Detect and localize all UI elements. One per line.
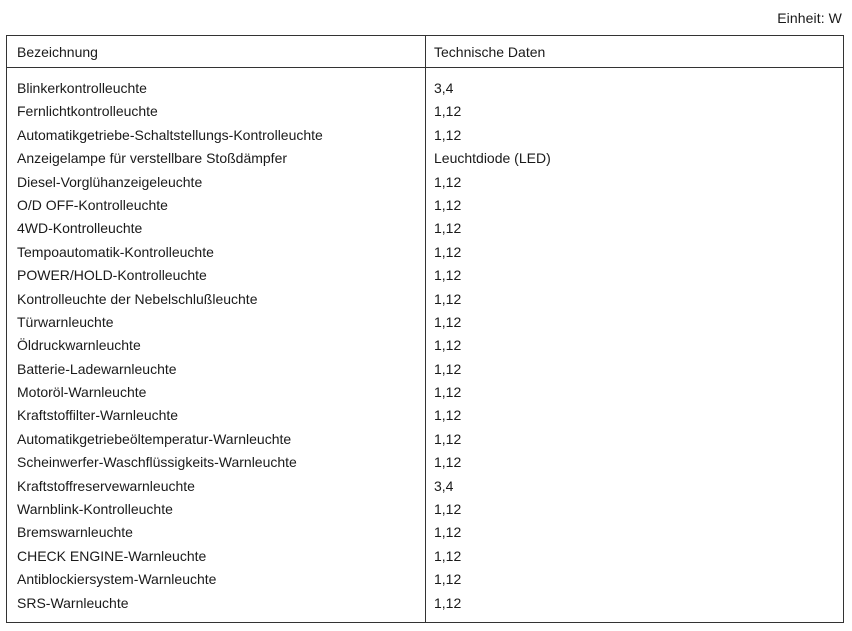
row-designation: CHECK ENGINE-Warnleuchte [17,547,207,564]
row-spec-value: 1,12 [434,430,462,447]
row-designation: Antiblockiersystem-Warnleuchte [17,571,217,588]
row-spec-value: 1,12 [434,360,462,377]
row-designation: 4WD-Kontrolleuchte [17,220,143,237]
table-row [7,567,843,590]
row-spec-value: 1,12 [434,407,462,424]
row-designation: Kraftstoffreservewarnleuchte [17,477,195,494]
row-designation: Fernlichtkontrolleuchte [17,103,158,120]
row-spec-value: 1,12 [434,220,462,237]
table-row [7,403,843,426]
header-specs: Technische Daten [434,44,546,60]
table-row [7,216,843,239]
table-row [7,357,843,380]
row-spec-value: 1,12 [434,103,462,120]
row-designation: Tempoautomatik-Kontrolleuchte [17,243,214,260]
row-designation: Anzeigelampe für verstellbare Stoßdämpfer [17,150,288,167]
table-row [7,333,843,356]
table-row [7,380,843,403]
table-row [7,99,843,122]
row-designation: Öldruckwarnleuchte [17,337,141,354]
table-row [7,170,843,193]
row-designation: Blinkerkontrolleuchte [17,80,147,96]
table-row [7,591,843,614]
spec-table [6,35,844,623]
row-designation: Scheinwerfer-Waschflüssigkeits-Warnleuchte [17,454,297,471]
row-designation: SRS-Warnleuchte [17,594,129,611]
row-spec-value: 3,4 [434,80,454,96]
row-spec-value: 1,12 [434,594,462,611]
table-row [7,544,843,567]
table-row [7,497,843,520]
row-spec-value: 1,12 [434,454,462,471]
row-spec-value: 1,12 [434,313,462,330]
table-row [7,427,843,450]
table-row [7,287,843,310]
row-designation: POWER/HOLD-Kontrolleuchte [17,267,207,284]
table-row [7,520,843,543]
header-designation: Bezeichnung [17,44,98,60]
row-designation: Automatikgetriebe-Schaltstellungs-Kontrolleuchte [17,126,323,143]
row-designation: Warnblink-Kontrolleuchte [17,501,173,518]
table-row [7,193,843,216]
table-row [7,123,843,146]
row-spec-value: 1,12 [434,501,462,518]
row-designation: Batterie-Ladewarnleuchte [17,360,177,377]
row-designation: Bremswarnleuchte [17,524,133,541]
table-row [7,240,843,263]
table-row [7,263,843,286]
row-spec-value: 1,12 [434,267,462,284]
table-row [7,450,843,473]
row-designation: Türwarnleuchte [17,313,114,330]
row-spec-value: 1,12 [434,384,462,401]
unit-label: Einheit: W [777,10,842,26]
table-row [7,310,843,333]
row-spec-value: 1,12 [434,173,462,190]
row-designation: Kraftstoffilter-Warnleuchte [17,407,179,424]
row-spec-value: 1,12 [434,524,462,541]
row-designation: Motoröl-Warnleuchte [17,384,147,401]
row-spec-value: 1,12 [434,243,462,260]
table-body [7,76,843,614]
row-spec-value: 1,12 [434,196,462,213]
row-spec-value: 1,12 [434,126,462,143]
table-row [7,76,843,99]
row-spec-value: 3,4 [434,477,454,494]
row-spec-value: 1,12 [434,290,462,307]
row-spec-value: 1,12 [434,571,462,588]
table-row [7,146,843,169]
row-spec-value: 1,12 [434,337,462,354]
row-designation: Diesel-Vorglühanzeigeleuchte [17,173,203,190]
row-designation: O/D OFF-Kontrolleuchte [17,196,168,213]
table-row [7,474,843,497]
row-designation: Kontrolleuchte der Nebelschlußleuchte [17,290,258,307]
row-spec-value: Leuchtdiode (LED) [434,150,551,167]
row-designation: Automatikgetriebeöltemperatur-Warnleuchte [17,430,292,447]
row-spec-value: 1,12 [434,547,462,564]
